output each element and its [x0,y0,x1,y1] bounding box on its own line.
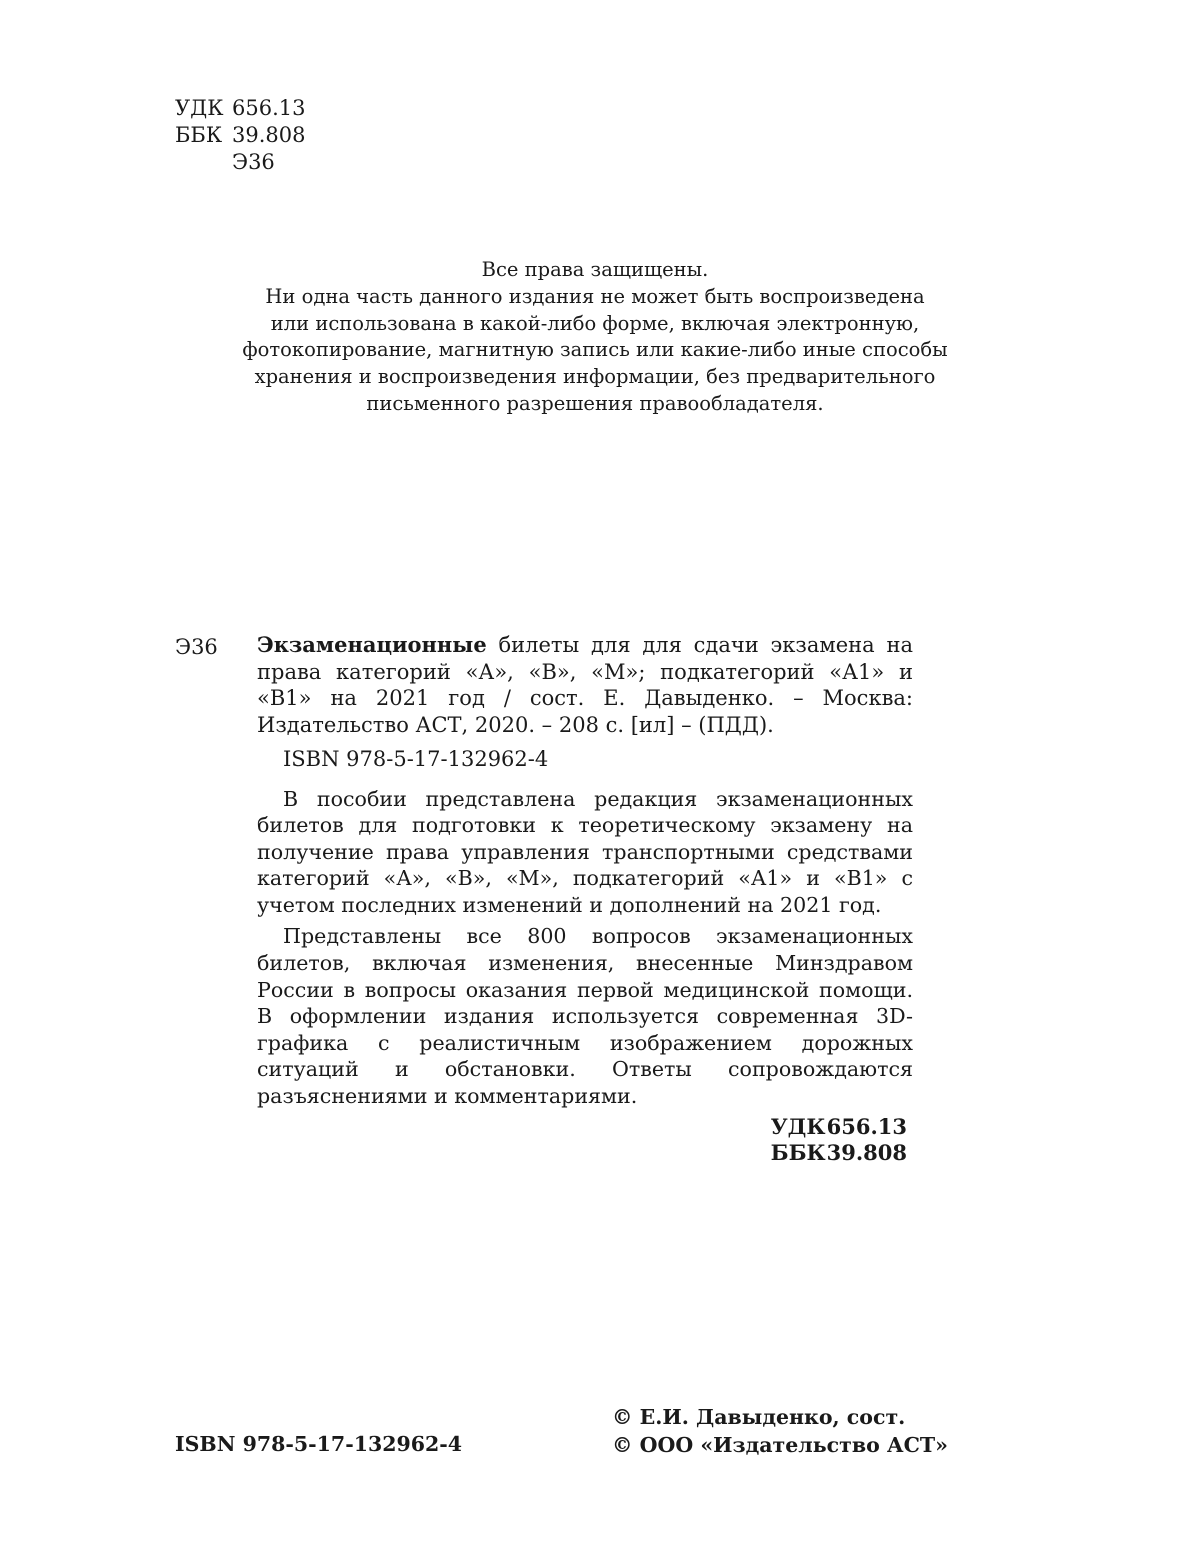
bibliographic-description [257,632,913,738]
annotation [257,786,913,1110]
bbk-value-bottom: 39.808 [826,1139,907,1165]
copyright-compiler: © Е.И. Давыденко, сост. [612,1405,906,1429]
rights-line: хранения и воспроизведения информации, без предварительного [254,365,936,389]
udk-label: УДК [175,96,224,120]
title-bold: Экзаменационные [257,632,487,657]
udk-row [175,95,305,122]
description-rest: билеты для для сдачи экзамена на права категорий «А», «В», «М»; подкатегорий «А1» и «В1» на 2021 год / сост. Е. Давыденко. – Москва: Издательство АСТ, 2020. – 208 с. [ил] – (ПДД). [257,633,913,737]
copyright-block [612,1403,948,1459]
card-author-mark: Э36 [175,635,218,659]
author-mark-row [175,149,305,176]
bbk-label-bottom: ББК [770,1139,826,1165]
classification-block-bottom [257,1114,913,1166]
bbk-row [175,122,305,149]
rights-line: письменного разрешения правообладателя. [366,391,824,415]
classification-block-top [175,95,305,176]
card-isbn: ISBN 978-5-17-132962-4 [283,747,549,771]
udk-value-bottom: 656.13 [826,1113,907,1139]
rights-notice [160,257,1030,418]
author-mark-top: Э36 [232,150,275,174]
catalog-card [257,632,913,1166]
bbk-row-bottom [771,1140,907,1166]
udk-value: 656.13 [232,96,306,120]
annotation-paragraph-2: Представлены все 800 вопросов экзаменационных билетов, включая изменения, внесенные Минздравом России в вопросы оказания первой медицинской помощи. В оформлении издания используется современная 3D-графика с реалистичным изображением дорожных ситуаций и обстановки. Ответы сопровождаются разъяснениями и комментариями. [257,924,913,1109]
bbk-value: 39.808 [232,123,306,147]
copyright-publisher: © ООО «Издательство АСТ» [612,1433,948,1457]
rights-line: или использована в какой-либо форме, включая электронную, [270,311,920,335]
bbk-label: ББК [175,123,223,147]
rights-line: фотокопирование, магнитную запись или какие-либо иные способы [242,338,948,362]
rights-line: Все права защищены. [481,258,709,281]
udk-row-bottom [771,1114,907,1140]
udk-label-bottom: УДК [770,1113,826,1139]
footer-isbn: ISBN 978-5-17-132962-4 [175,1432,463,1456]
rights-line: Ни одна часть данного издания не может быть воспроизведена [265,284,925,308]
annotation-paragraph-1: В пособии представлена редакция экзаменационных билетов для подготовки к теоретическому экзамену на получение права управления транспортными средствами категорий «А», «В», «М», подкатегорий «А1» и «В1» с учетом последних изменений и дополнений на 2021 год. [257,786,913,917]
